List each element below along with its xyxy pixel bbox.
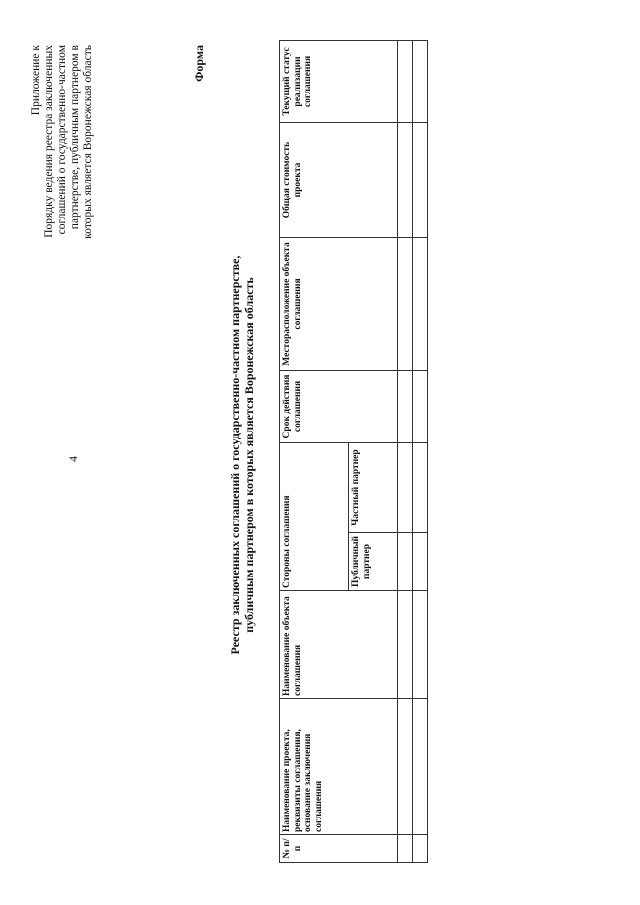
table-cell	[413, 533, 428, 591]
table-cell	[398, 443, 413, 533]
table-header-row	[280, 41, 349, 863]
header-private-partner: Частный партнер	[349, 443, 398, 533]
appendix-line: Порядку ведения реестра заключенных	[43, 45, 55, 238]
table-cell	[398, 238, 413, 371]
table-row	[413, 41, 428, 863]
title-line-2: публичным партнером в которых является Воронежская область	[242, 277, 256, 633]
form-label: Форма	[192, 45, 206, 82]
header-public-partner: Публичный партнер	[349, 533, 398, 591]
page-number: 4	[66, 456, 80, 462]
table-cell	[413, 591, 428, 699]
table-cell	[398, 371, 413, 443]
appendix-block	[30, 45, 95, 305]
document-title	[228, 205, 256, 705]
table-cell	[413, 699, 428, 835]
header-term: Срок действия соглашения	[280, 371, 398, 443]
table-cell	[398, 835, 413, 863]
header-parties: Стороны соглашения	[280, 443, 349, 591]
table-cell	[413, 123, 428, 238]
table-cell	[413, 443, 428, 533]
table-cell	[413, 238, 428, 371]
table-cell	[398, 533, 413, 591]
header-location: Месторасположение объекта соглашения	[280, 238, 398, 371]
table-cell	[413, 371, 428, 443]
table-cell	[398, 41, 413, 123]
table-cell	[398, 699, 413, 835]
table-cell	[398, 123, 413, 238]
appendix-line: которых является Воронежская область	[82, 45, 94, 239]
header-object-name: Наименование объекта соглашения	[280, 591, 398, 699]
table-cell	[413, 41, 428, 123]
header-number: № п/п	[280, 835, 398, 863]
header-project: Наименование проекта, реквизиты соглашения, основание заключения соглашения	[280, 699, 398, 835]
table-cell	[413, 835, 428, 863]
header-status: Текущий статус реализации соглашения	[280, 41, 398, 123]
appendix-line: партнерстве, публичным партнером в	[69, 45, 81, 230]
table-cell	[398, 591, 413, 699]
title-line-1: Реестр заключенных соглашений о государственно-частном партнерстве,	[228, 255, 242, 655]
table-row	[398, 41, 413, 863]
registry-table	[279, 40, 428, 863]
header-cost: Общая стоимость проекта	[280, 123, 398, 238]
appendix-line: Приложение к	[30, 45, 42, 116]
appendix-line: соглашений о государственно-частном	[56, 45, 68, 235]
